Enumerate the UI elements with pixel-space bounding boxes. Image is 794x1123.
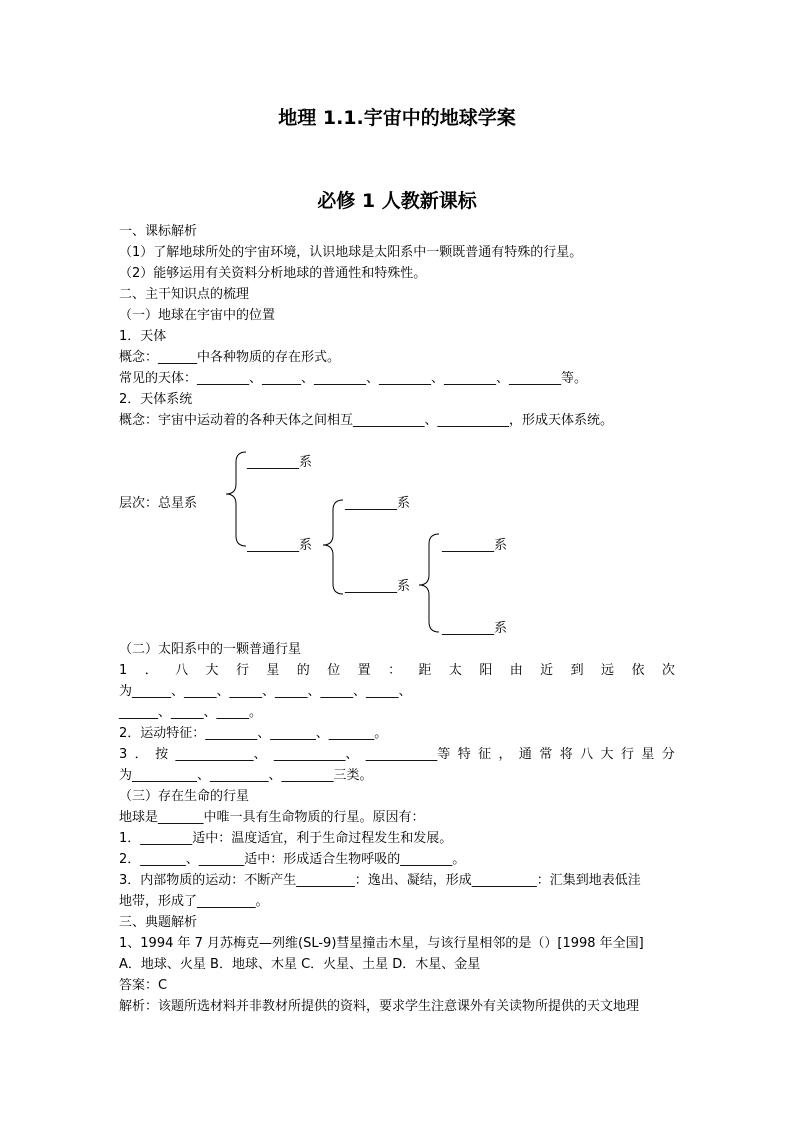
part-3-heading: （三）存在生命的行星 bbox=[119, 789, 250, 804]
justified-char: 阳 bbox=[479, 663, 493, 678]
part-1-heading: （一）地球在宇宙中的位置 bbox=[119, 308, 276, 323]
justified-char: 近 bbox=[540, 663, 554, 678]
justified-char: 位 bbox=[327, 663, 341, 678]
brace-level-3 bbox=[419, 534, 439, 632]
justified-token: 按 bbox=[155, 747, 169, 762]
section-3-heading: 三、典题解析 bbox=[119, 915, 198, 930]
hierarchy-level-1a: ________系 bbox=[247, 455, 313, 470]
justified-char: 的 bbox=[296, 663, 310, 678]
justified-token: 大 bbox=[600, 747, 614, 762]
section-2-heading: 二、主干知识点的梳理 bbox=[119, 287, 250, 302]
life-reason-1: 1．________适中：温度适宜，利于生命过程发生和发展。 bbox=[119, 831, 453, 846]
justified-char: 由 bbox=[509, 663, 523, 678]
brace-level-2 bbox=[323, 500, 343, 594]
motion-features: 2．运动特征：________、_______、_______。 bbox=[119, 726, 388, 741]
justified-token: 八 bbox=[580, 747, 594, 762]
tianti-common: 常见的天体：________、______、________、________、________、________等。 bbox=[119, 371, 588, 386]
justified-token: 将 bbox=[559, 747, 573, 762]
justified-char: 距 bbox=[418, 663, 432, 678]
justified-char: 星 bbox=[266, 663, 280, 678]
section-1-heading: 一、课标解析 bbox=[119, 224, 198, 239]
justified-char: 到 bbox=[570, 663, 584, 678]
planet-order-line-2: 为______、_____、_____、_____、_____、_____、 bbox=[119, 684, 412, 699]
part-2-heading: （二）太阳系中的一颗普通行星 bbox=[119, 642, 302, 657]
section-1-item-1: （1）了解地球所处的宇宙环境，认识地球是太阳系中一颗既普通有特殊的行星。 bbox=[119, 245, 583, 260]
justified-char: ： bbox=[388, 663, 402, 678]
justified-token: ___________等 bbox=[365, 747, 451, 762]
question-1-options: A．地球、火星 B．地球、木星 C．火星、土星 D．木星、金星 bbox=[119, 957, 481, 972]
justified-token: 通 bbox=[518, 747, 532, 762]
justified-char: 行 bbox=[235, 663, 249, 678]
justified-token: 3 bbox=[119, 747, 128, 762]
hierarchy-level-2b: ________系 bbox=[345, 579, 411, 594]
hierarchy-level-3b: ________系 bbox=[442, 621, 508, 636]
life-reason-2: 2．_______、_______适中：形成适合生物呼吸的________。 bbox=[119, 852, 466, 867]
life-reason-3-line-1: 3．内部物质的运动：不断产生_________：逸出、凝结，形成__________：汇集到地表低洼 bbox=[119, 873, 641, 888]
justified-token: 常 bbox=[539, 747, 553, 762]
document-subtitle: 必修 1 人教新课标 bbox=[317, 190, 477, 212]
planet-classify-line-2: 为__________、_________、________三类。 bbox=[119, 768, 373, 783]
tianti-concept: 概念：______中各种物质的存在形式。 bbox=[119, 350, 341, 365]
justified-char: 大 bbox=[205, 663, 219, 678]
brace-level-1 bbox=[226, 452, 246, 546]
justified-char: 八 bbox=[175, 663, 189, 678]
justified-token: ____________、 bbox=[175, 747, 267, 762]
justified-token: ． bbox=[134, 747, 148, 762]
justified-char: 远 bbox=[601, 663, 615, 678]
life-reason-3-line-2: 地带，形成了_________。 bbox=[119, 894, 269, 909]
hierarchy-level-3a: ________系 bbox=[442, 538, 508, 553]
justified-token: ___________、 bbox=[273, 747, 359, 762]
system-heading: 2．天体系统 bbox=[119, 392, 193, 407]
question-1-answer: 答案：C bbox=[119, 978, 168, 993]
planet-order-line-1 bbox=[119, 662, 675, 680]
hierarchy-level-2a: ________系 bbox=[345, 496, 411, 511]
planet-order-line-3: ______、_____、_____。 bbox=[119, 705, 263, 720]
justified-char: 依 bbox=[631, 663, 645, 678]
justified-token: ， bbox=[498, 747, 512, 762]
document-title: 地理 1.1.宇宙中的地球学案 bbox=[278, 107, 516, 129]
question-1-analysis: 解析：该题所选材料并非教材所提供的资料，要求学生注意课外有关读物所提供的天文地理 bbox=[119, 999, 640, 1014]
justified-token: 行 bbox=[620, 747, 634, 762]
justified-token: 征 bbox=[478, 747, 492, 762]
hierarchy-root: 层次：总星系 bbox=[119, 496, 198, 511]
justified-char: ． bbox=[144, 663, 158, 678]
tianti-heading: 1．天体 bbox=[119, 329, 167, 344]
justified-char: 太 bbox=[448, 663, 462, 678]
justified-token: 分 bbox=[661, 747, 675, 762]
justified-token: 星 bbox=[641, 747, 655, 762]
justified-token: 特 bbox=[457, 747, 471, 762]
section-1-item-2: （2）能够运用有关资料分析地球的普通性和特殊性。 bbox=[119, 266, 427, 281]
justified-char: 1 bbox=[119, 663, 128, 678]
justified-char: 置 bbox=[357, 663, 371, 678]
hierarchy-level-1b: ________系 bbox=[247, 538, 313, 553]
system-concept: 概念：宇宙中运动着的各种天体之间相互___________、___________，形成天体系统。 bbox=[119, 413, 614, 428]
question-1: 1、1994 年 7 月苏梅克—列维(SL-9)彗星撞击木星，与该行星相邻的是（）[1998 年全国] bbox=[119, 936, 644, 951]
justified-char: 次 bbox=[661, 663, 675, 678]
planet-classify-line-1 bbox=[119, 746, 675, 764]
life-intro: 地球是_______中唯一具有生命物质的行星。原因有： bbox=[119, 810, 425, 825]
